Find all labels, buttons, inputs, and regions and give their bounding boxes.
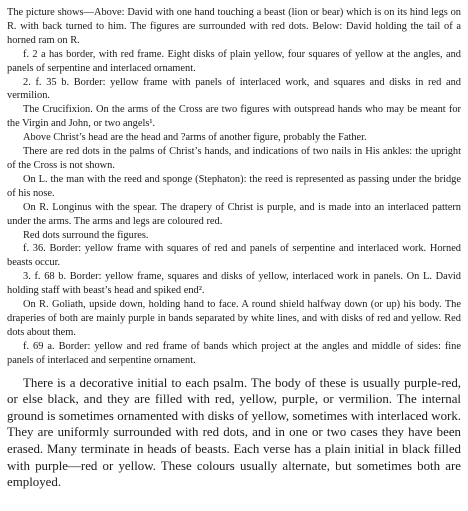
note-goliath: On R. Goliath, upside down, holding hand to face. A round shield halfway down (or up) his body. The draperies of both are mainly purple in bands separated by white lines, and with disks of red and yellow. Red dots about them. [7,299,461,338]
note-f35b-border: 2. f. 35 b. Border: yellow frame with panels of interlaced work, and squares and disks in red and vermilion. [7,76,461,102]
note-christ-head: Above Christ’s head are the head and ?arms of another figure, probably the Father. [23,132,367,144]
note-red-dots-palms: There are red dots in the palms of Christ’s hands, and indications of two nails in His ankles: the upright of the Cross is not shown. [7,146,461,171]
note-red-dots-figures: Red dots surround the figures. [23,229,149,241]
body-paragraph: There is a decorative initial to each psalm. The body of these is usually purple-red, or else black, and they are filled with red, yellow, purple, or vermilion. The internal ground is sometimes ornamented with disks of yellow, sometimes with interlaced work. They are uniformly surrounded with red dots, and in one or two cases they have been erased. Many terminate in heads of beasts. Each verse has a plain initial in black filled with purple—red or yellow. These colours usually alternate, but sometimes both are employed. [7,375,461,490]
note-crucifixion: The Crucifixion. On the arms of the Cross are two figures with outspread hands who may be meant for the Virgin and John, or two angels¹. [7,104,461,130]
note-picture-david: The picture shows—Above: David with one hand touching a beast (lion or bear) which is on its hind legs on R. with back turned to him. The figures are surrounded with red dots. Below: David holding the tail of a horned ram on R. [7,7,461,46]
note-f68b-border: 3. f. 68 b. Border: yellow frame, squares and disks of yellow, interlaced work in panels. On L. David holding staff with beast’s head and spiked end². [7,271,461,297]
note-longinus: On R. Longinus with the spear. The drapery of Christ is purple, and is made into an interlaced pattern under the arms. The arms and legs are coloured red. [7,201,461,227]
description-notes [7,6,461,368]
note-f2a-border: f. 2 a has border, with red frame. Eight disks of plain yellow, four squares of yellow at the angles, and panels of serpentine and interlaced ornament. [7,48,461,74]
note-stephaton: On L. the man with the reed and sponge (Stephaton): the reed is represented as passing under the bridge of his nose. [7,173,461,199]
note-f36-border: f. 36. Border: yellow frame with squares of red and panels of serpentine and interlaced work. Horned beasts occur. [7,243,461,269]
body-text [7,375,461,491]
note-f69a-border: f. 69 a. Border: yellow and red frame of bands which project at the angles and middle of sides: fine panels of interlaced and serpentine ornament. [7,340,461,366]
